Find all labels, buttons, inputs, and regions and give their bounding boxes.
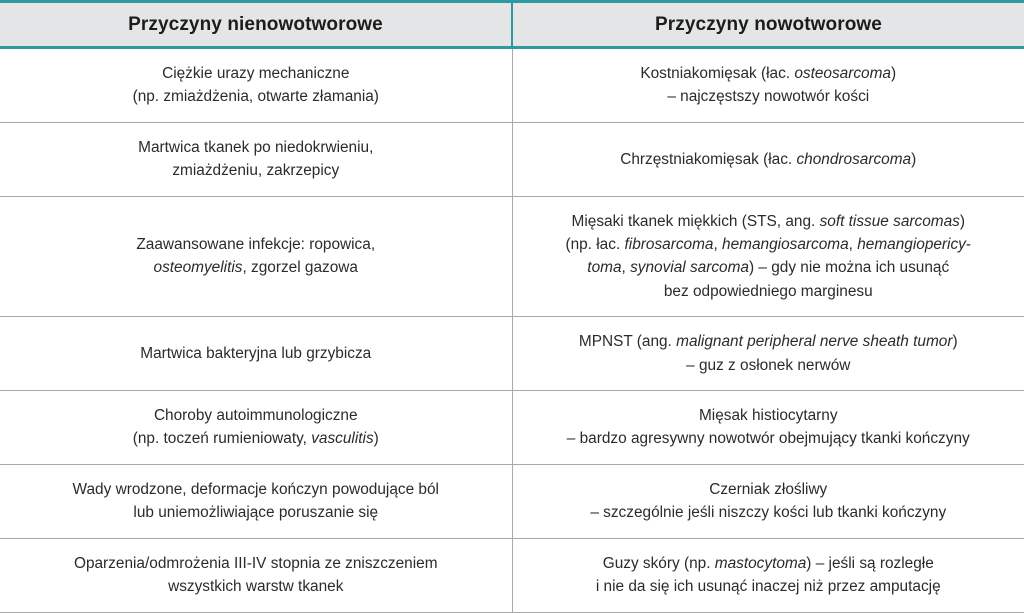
cell-neoplastic bbox=[512, 196, 1024, 317]
cell-line: Ciężkie urazy mechaniczne bbox=[162, 65, 350, 82]
cell-line: toma, synovial sarcoma) – gdy nie można ich usunąć bbox=[587, 259, 950, 277]
latin-term: chondrosarcoma bbox=[796, 150, 912, 168]
latin-term: hemangiosarcoma bbox=[722, 236, 849, 254]
table-row bbox=[0, 538, 1024, 612]
table-body bbox=[0, 48, 1024, 613]
latin-term: osteomyelitis bbox=[153, 259, 243, 277]
cell-line: i nie da się ich usunąć inaczej niż przez amputację bbox=[595, 578, 941, 596]
cell-line: – szczególnie jeśli niszczy kości lub tkanki kończyny bbox=[590, 504, 947, 522]
table-header bbox=[0, 2, 1024, 48]
cell-non-neoplastic bbox=[0, 391, 512, 465]
column-header-non-neoplastic: Przyczyny nienowotworowe bbox=[0, 2, 512, 48]
cell-non-neoplastic bbox=[0, 196, 512, 317]
cell-line: – bardzo agresywny nowotwór obejmujący tkanki kończyny bbox=[566, 430, 970, 448]
cell-line: Czerniak złośliwy bbox=[709, 480, 828, 498]
cell-non-neoplastic bbox=[0, 464, 512, 538]
cell-non-neoplastic bbox=[0, 48, 512, 123]
cell-line: bez odpowiedniego marginesu bbox=[663, 282, 873, 300]
latin-term: mastocytoma bbox=[714, 554, 807, 572]
cell-line: Mięsaki tkanek miękkich (STS, ang. soft tissue sarcomas) bbox=[571, 212, 965, 230]
cell-line: MPNST (ang. malignant peripheral nerve sheath tumor) bbox=[578, 333, 958, 351]
latin-term: osteosarcoma bbox=[794, 65, 891, 82]
table-row bbox=[0, 391, 1024, 465]
latin-term: fibrosarcoma bbox=[624, 236, 714, 254]
cell-line: lub uniemożliwiające poruszanie się bbox=[133, 504, 379, 522]
table-row bbox=[0, 464, 1024, 538]
latin-term: hemangiopericy bbox=[857, 236, 966, 254]
latin-term: toma bbox=[587, 259, 622, 277]
cell-non-neoplastic bbox=[0, 317, 512, 391]
cell-line: zmiażdżeniu, zakrzepicy bbox=[172, 162, 340, 180]
cell-neoplastic bbox=[512, 317, 1024, 391]
latin-term: synovial sarcoma bbox=[630, 259, 749, 277]
cell-line: wszystkich warstw tkanek bbox=[168, 578, 344, 596]
cell-line: Guzy skóry (np. mastocytoma) – jeśli są rozległe bbox=[602, 554, 934, 572]
cell-line: osteomyelitis, zgorzel gazowa bbox=[153, 259, 358, 277]
table-header-row bbox=[0, 2, 1024, 48]
cell-line: (np. łac. fibrosarcoma, hemangiosarcoma, hemangiopericy- bbox=[565, 236, 972, 254]
cell-line: Martwica tkanek po niedokrwieniu, bbox=[138, 138, 374, 156]
cell-line: Wady wrodzone, deformacje kończyn powodujące ból bbox=[72, 480, 439, 498]
cell-line: Kostniakomięsak (łac. osteosarcoma) bbox=[640, 65, 897, 82]
cell-line: Mięsak histiocytarny bbox=[698, 407, 838, 425]
cell-neoplastic bbox=[512, 391, 1024, 465]
cell-line: (np. zmiażdżenia, otwarte złamania) bbox=[132, 88, 379, 106]
latin-term: malignant peripheral nerve sheath tumor bbox=[676, 333, 953, 351]
cell-line: Chrzęstniakomięsak (łac. chondrosarcoma) bbox=[620, 150, 917, 168]
cell-neoplastic bbox=[512, 122, 1024, 196]
cell-line: Oparzenia/odmrożenia III-IV stopnia ze zniszczeniem bbox=[73, 554, 438, 572]
latin-term: soft tissue sarcomas bbox=[819, 212, 960, 230]
cell-neoplastic bbox=[512, 48, 1024, 123]
cell-line: – najczęstszy nowotwór kości bbox=[667, 88, 870, 106]
table-row bbox=[0, 48, 1024, 123]
cell-line: Martwica bakteryjna lub grzybicza bbox=[140, 344, 372, 362]
table-row bbox=[0, 196, 1024, 317]
cell-line: Choroby autoimmunologiczne bbox=[153, 407, 358, 425]
table-row bbox=[0, 122, 1024, 196]
column-header-neoplastic: Przyczyny nowotworowe bbox=[512, 2, 1024, 48]
cell-non-neoplastic bbox=[0, 538, 512, 612]
cell-line: – guz z osłonek nerwów bbox=[686, 356, 851, 374]
cell-non-neoplastic bbox=[0, 122, 512, 196]
table-row bbox=[0, 317, 1024, 391]
cell-neoplastic bbox=[512, 464, 1024, 538]
cell-line: (np. toczeń rumieniowaty, vasculitis) bbox=[132, 430, 379, 448]
cell-neoplastic bbox=[512, 538, 1024, 612]
cell-line: Zaawansowane infekcje: ropowica, bbox=[136, 236, 376, 254]
latin-term: vasculitis bbox=[311, 430, 374, 448]
